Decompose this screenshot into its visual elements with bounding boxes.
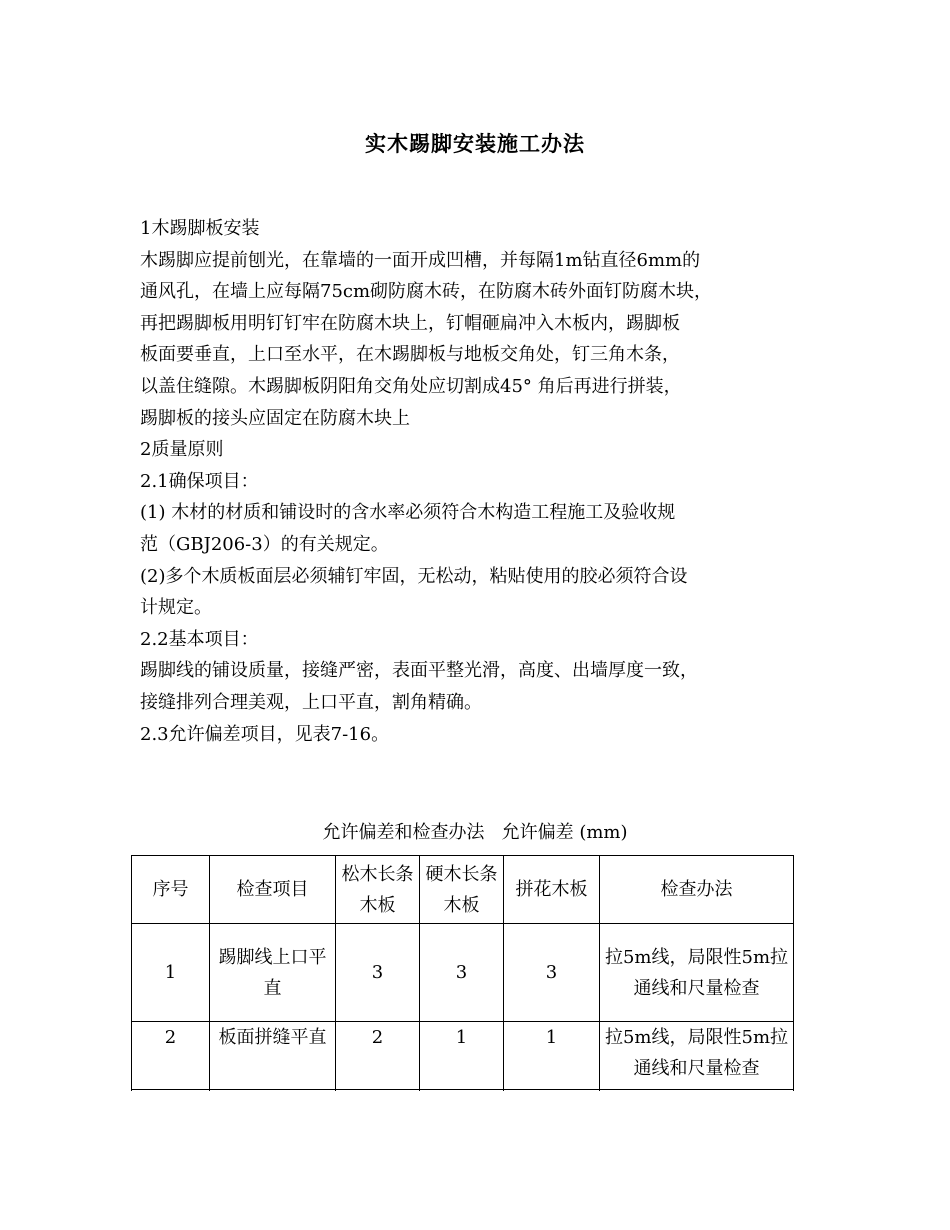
- cell-method: 拉5m线，局限性5m拉通线和尺量检查: [600, 924, 794, 1022]
- table-row: [132, 924, 794, 1022]
- paragraph-line: 木踢脚应提前刨光，在靠墙的一面开成凹槽，并每隔1m钻直径6mm的: [140, 249, 701, 271]
- cell-method: 拉5m线，局限性5m拉通线和尺量检查: [600, 1022, 794, 1092]
- cell-item: 踢脚线上口平直: [210, 924, 336, 1022]
- paragraph-line: 再把踢脚板用明钉钉牢在防腐木块上，钉帽砸扁冲入木板内，踢脚板: [140, 312, 680, 334]
- cell-parquet: 3: [504, 924, 600, 1022]
- cell-pine: 2: [336, 1022, 420, 1092]
- subsection-heading: 2.1确保项目：: [140, 470, 259, 492]
- paragraph-line: 计规定。: [140, 597, 212, 619]
- paragraph-line: 踢脚线的铺设质量，接缝严密，表面平整光滑，高度、出墙厚度一致，: [140, 660, 698, 682]
- header-cell-parquet: 拼花木板: [504, 856, 600, 924]
- paragraph-line: (2)多个木质板面层必须辅钉牢固，无松动，粘贴使用的胶必须符合设: [140, 565, 688, 587]
- paragraph-line: 通风孔，在墙上应每隔75cm砌防腐木砖，在防腐木砖外面钉防腐木块，: [140, 281, 713, 303]
- table-caption: 允许偏差和检查办法 允许偏差 (mm): [322, 822, 628, 843]
- header-cell-pine: 松木长条木板: [336, 856, 420, 924]
- section-heading: 1木踢脚板安装: [140, 218, 260, 239]
- subsection-heading: 2.3允许偏差项目，见表7-16。: [140, 723, 390, 745]
- cell-hardwood: 3: [420, 924, 504, 1022]
- header-cell-index: 序号: [132, 856, 210, 924]
- cell-item: 板面拼缝平直: [210, 1022, 336, 1092]
- cell-hardwood: 1: [420, 1022, 504, 1092]
- paragraph-line: 踢脚板的接头应固定在防腐木块上: [140, 407, 410, 429]
- paragraph-line: 以盖住缝隙。木踢脚板阴阳角交角处应切割成45° 角后再进行拼装，: [140, 375, 682, 397]
- paragraph-line: 范（GBJ206-3）的有关规定。: [140, 533, 389, 555]
- table-bottom-border: [131, 1089, 793, 1090]
- header-cell-hardwood: 硬木长条木板: [420, 856, 504, 924]
- page-title: 实木踢脚安装施工办法: [365, 131, 585, 156]
- paragraph-line: 接缝排列合理美观，上口平直，割角精确。: [140, 691, 482, 713]
- paragraph-line: (1) 木材的材质和铺设时的含水率必须符合木构造工程施工及验收规: [140, 502, 676, 524]
- cell-parquet: 1: [504, 1022, 600, 1092]
- cell-pine: 3: [336, 924, 420, 1022]
- section-heading: 2质量原则: [140, 439, 224, 461]
- deviation-table: [131, 855, 794, 1091]
- cell-index: 2: [132, 1022, 210, 1092]
- header-cell-item: 检查项目: [210, 856, 336, 924]
- cell-index: 1: [132, 924, 210, 1022]
- subsection-heading: 2.2基本项目：: [140, 628, 259, 650]
- table-row: [132, 1022, 794, 1092]
- header-cell-method: 检查办法: [600, 856, 794, 924]
- paragraph-line: 板面要垂直，上口至水平，在木踢脚板与地板交角处，钉三角木条，: [140, 344, 680, 366]
- table-header-row: [132, 856, 794, 924]
